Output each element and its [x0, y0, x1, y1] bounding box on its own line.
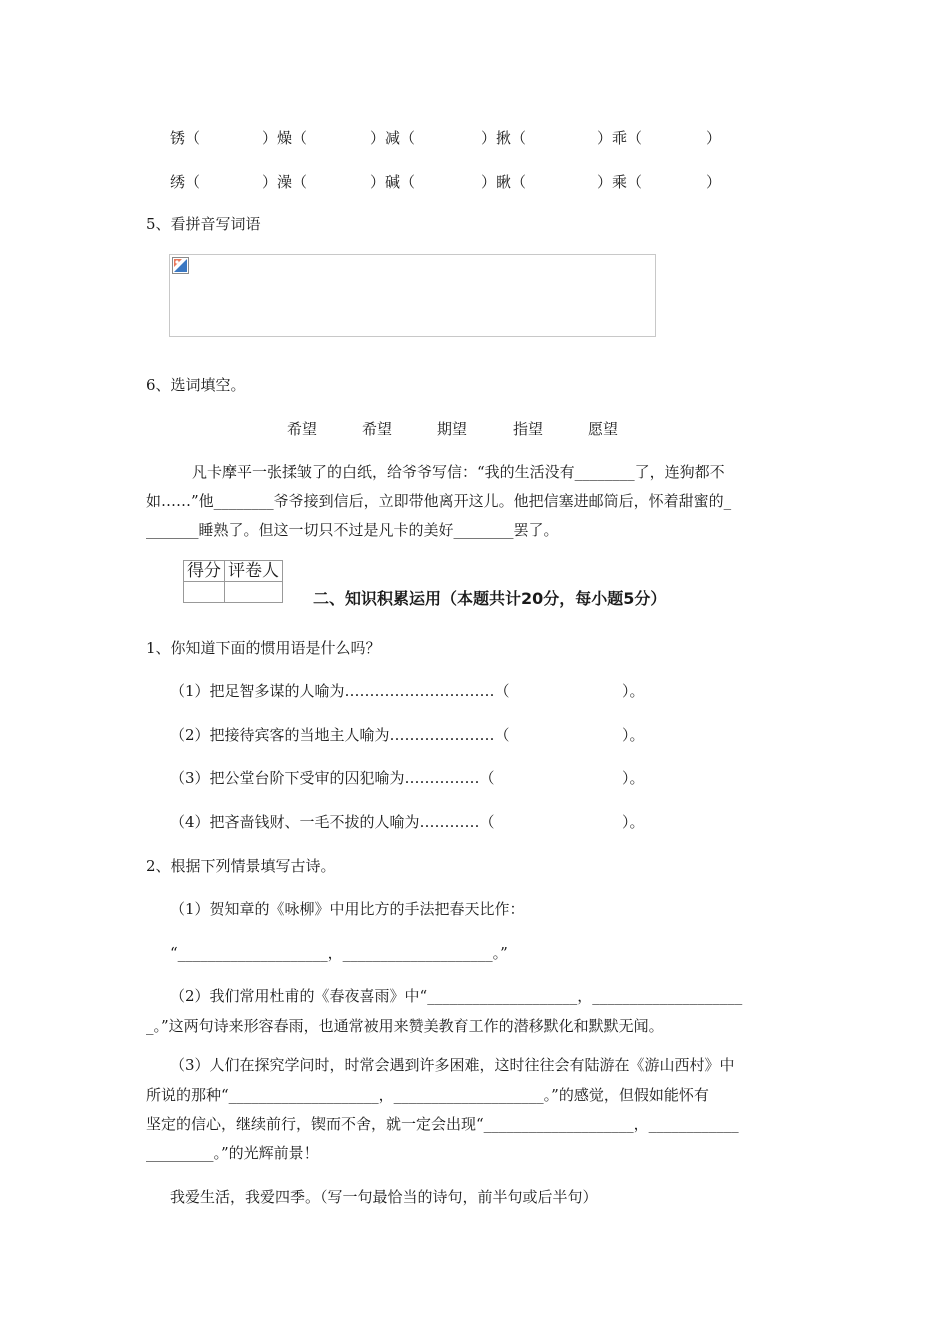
char-cell: ）燥（ — [262, 129, 308, 147]
char-cell: ） — [706, 129, 722, 147]
char-cell: 绣（ — [170, 173, 201, 191]
char-cell: 锈（ — [170, 129, 201, 147]
s2-q2-item-3-line: （3）人们在探究学问时，时常会遇到许多困难，这时往往会有陆游在《游山西村》中 — [170, 1056, 735, 1074]
grader-cell — [225, 582, 283, 603]
question-5-title: 5、看拼音写词语 — [146, 215, 261, 233]
char-cell: ）揪（ — [481, 129, 527, 147]
word-choice: 期望 — [437, 420, 468, 438]
char-cell: ）碱（ — [370, 173, 416, 191]
idiom-item-close: ）。 — [622, 813, 645, 831]
grader-label: 评卷人 — [225, 561, 283, 582]
word-choice: 希望 — [362, 420, 393, 438]
q6-passage-line: 如……”他________爷爷接到信后，立即带他离开这儿。他把信塞进邮筒后，怀着甜蜜的_ — [146, 492, 732, 510]
s2-question-2: 2、根据下列情景填写古诗。 — [146, 857, 336, 875]
s2-q2-item-1-blank: “____________________，____________________。” — [170, 944, 508, 962]
idiom-item-close: ）。 — [622, 769, 645, 787]
section-2-title: 二、知识积累运用（本题共计20分，每小题5分） — [313, 589, 667, 608]
idiom-item: （3）把公堂台阶下受审的囚犯喻为……………（ — [170, 769, 495, 787]
idiom-item-close: ）。 — [622, 726, 645, 744]
word-choice: 指望 — [513, 420, 544, 438]
char-cell: ）澡（ — [262, 173, 308, 191]
idiom-item-close: ）。 — [622, 682, 645, 700]
q6-passage-line: 凡卡摩平一张揉皱了的白纸，给爷爷写信：“我的生活没有________了，连狗都不 — [192, 463, 725, 481]
score-table — [183, 560, 283, 603]
s2-q2-item-2-line: （2）我们常用杜甫的《春夜喜雨》中“____________________，____________________ — [170, 987, 743, 1005]
s2-question-1: 1、你知道下面的惯用语是什么吗？ — [146, 639, 381, 657]
char-row-2 — [170, 171, 730, 191]
s2-q2-item-3-line: 坚定的信心，继续前行，锲而不舍，就一定会出现“____________________，____________ — [146, 1115, 739, 1133]
q6-passage-line: _______睡熟了。但这一切只不过是凡卡的美好________罢了。 — [146, 521, 559, 539]
s2-q2-item-3-line: 所说的那种“____________________，____________________。”的感觉，但假如能怀有 — [146, 1086, 709, 1104]
word-choice: 希望 — [287, 420, 318, 438]
pinyin-image-box — [169, 254, 656, 337]
char-cell: ）瞅（ — [481, 173, 527, 191]
word-choice: 愿望 — [588, 420, 619, 438]
char-cell: ）减（ — [370, 129, 416, 147]
score-cell — [184, 582, 225, 603]
broken-image-icon — [172, 257, 189, 274]
char-cell: ）乖（ — [597, 129, 643, 147]
s2-last-prompt: 我爱生活，我爱四季。（写一句最恰当的诗句，前半句或后半句） — [170, 1188, 598, 1206]
s2-q2-item-3-line: _________。”的光辉前景！ — [146, 1144, 319, 1162]
char-cell: ） — [706, 173, 722, 191]
char-row-1 — [170, 127, 730, 147]
score-label: 得分 — [184, 561, 225, 582]
idiom-item: （1）把足智多谋的人喻为…………………………（ — [170, 682, 510, 700]
s2-q2-item-2-line: _。”这两句诗来形容春雨，也通常被用来赞美教育工作的潜移默化和默默无闻。 — [146, 1017, 664, 1035]
idiom-item: （4）把吝啬钱财、一毛不拔的人喻为…………（ — [170, 813, 495, 831]
s2-q2-item-1: （1）贺知章的《咏柳》中用比方的手法把春天比作： — [170, 900, 525, 918]
word-choices — [287, 419, 627, 439]
question-6-title: 6、选词填空。 — [146, 376, 246, 394]
idiom-item: （2）把接待宾客的当地主人喻为…………………（ — [170, 726, 510, 744]
char-cell: ）乘（ — [597, 173, 643, 191]
